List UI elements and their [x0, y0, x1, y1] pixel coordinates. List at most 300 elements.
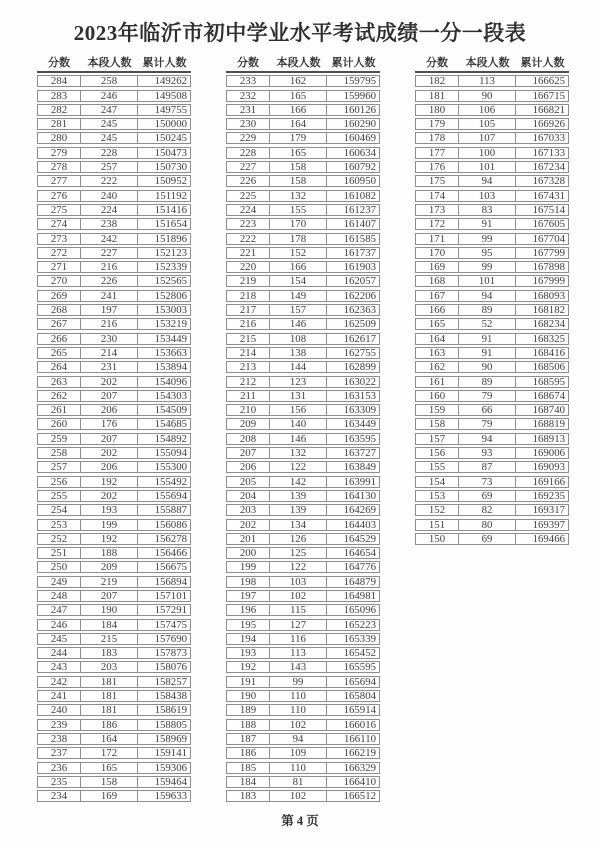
cumulative-count-cell: 163153	[327, 390, 380, 402]
segment-count-cell: 176	[81, 418, 138, 430]
table-row	[226, 275, 380, 287]
score-cell: 235	[37, 776, 81, 788]
score-cell: 262	[37, 390, 81, 402]
cumulative-count-cell: 167133	[516, 147, 569, 159]
score-cell: 234	[37, 790, 81, 802]
segment-count-cell: 166	[270, 261, 327, 273]
score-cell: 150	[415, 533, 459, 545]
cumulative-count-cell: 157101	[138, 590, 191, 602]
score-cell: 264	[37, 361, 81, 373]
score-cell: 226	[226, 175, 270, 187]
table-row	[37, 533, 191, 545]
table-row	[226, 218, 380, 230]
segment-count-cell: 164	[81, 733, 138, 745]
table-row	[226, 290, 380, 302]
cumulative-count-cell: 164879	[327, 576, 380, 588]
score-cell: 276	[37, 190, 81, 202]
segment-count-cell: 172	[81, 747, 138, 759]
table-row	[415, 376, 569, 388]
segment-count-cell: 206	[81, 461, 138, 473]
score-cell: 210	[226, 404, 270, 416]
segment-count-cell: 258	[81, 75, 138, 87]
segment-count-cell: 103	[459, 190, 516, 202]
score-cell: 274	[37, 218, 81, 230]
cumulative-count-cell: 158076	[138, 661, 191, 673]
segment-count-cell: 132	[270, 190, 327, 202]
score-cell: 217	[226, 304, 270, 316]
cumulative-count-cell: 166410	[327, 776, 380, 788]
table-row	[415, 132, 569, 144]
segment-count-cell: 156	[270, 404, 327, 416]
segment-count-cell: 69	[459, 490, 516, 502]
score-cell: 232	[226, 90, 270, 102]
cumulative-count-cell: 169317	[516, 504, 569, 516]
cumulative-count-cell: 150245	[138, 132, 191, 144]
segment-count-cell: 181	[81, 704, 138, 716]
cumulative-count-cell: 165804	[327, 690, 380, 702]
cumulative-count-cell: 158257	[138, 676, 191, 688]
segment-count-cell: 126	[270, 533, 327, 545]
table-row	[37, 447, 191, 459]
table-row	[37, 418, 191, 430]
score-cell: 218	[226, 290, 270, 302]
cumulative-count-cell: 169235	[516, 490, 569, 502]
table-row	[415, 361, 569, 373]
table-row	[226, 433, 380, 445]
segment-count-cell: 83	[459, 204, 516, 216]
score-cell: 197	[226, 590, 270, 602]
score-cell: 209	[226, 418, 270, 430]
cumulative-count-cell: 152565	[138, 275, 191, 287]
cumulative-count-cell: 168740	[516, 404, 569, 416]
table-row	[226, 418, 380, 430]
score-cell: 236	[37, 762, 81, 774]
cumulative-count-cell: 159141	[138, 747, 191, 759]
table-row	[37, 590, 191, 602]
score-cell: 254	[37, 504, 81, 516]
segment-count-cell: 207	[81, 433, 138, 445]
table-row	[415, 118, 569, 130]
table-header-row	[415, 57, 569, 73]
score-cell: 275	[37, 204, 81, 216]
score-cell: 189	[226, 704, 270, 716]
segment-count-cell: 238	[81, 218, 138, 230]
score-cell: 279	[37, 147, 81, 159]
table-row	[226, 90, 380, 102]
segment-count-column-header: 本段人数	[87, 57, 132, 69]
score-cell: 248	[37, 590, 81, 602]
cumulative-count-cell: 168093	[516, 290, 569, 302]
cumulative-count-cell: 166329	[327, 762, 380, 774]
table-row	[226, 161, 380, 173]
cumulative-count-cell: 166625	[516, 75, 569, 87]
segment-count-cell: 99	[270, 676, 327, 688]
cumulative-count-cell: 153003	[138, 304, 191, 316]
segment-count-cell: 181	[81, 676, 138, 688]
table-row	[37, 661, 191, 673]
segment-count-cell: 90	[459, 361, 516, 373]
table-row	[415, 433, 569, 445]
segment-count-cell: 87	[459, 461, 516, 473]
score-cell: 208	[226, 433, 270, 445]
cumulative-count-cell: 158969	[138, 733, 191, 745]
score-cell: 180	[415, 104, 459, 116]
segment-count-cell: 207	[81, 390, 138, 402]
segment-count-cell: 131	[270, 390, 327, 402]
page-number: 第 4 页	[281, 814, 319, 828]
cumulative-count-cell: 169006	[516, 447, 569, 459]
segment-count-cell: 134	[270, 519, 327, 531]
score-cell: 271	[37, 261, 81, 273]
segment-count-cell: 158	[270, 175, 327, 187]
table-row	[226, 147, 380, 159]
cumulative-count-cell: 168506	[516, 361, 569, 373]
segment-count-cell: 113	[270, 647, 327, 659]
segment-count-cell: 181	[81, 690, 138, 702]
cumulative-count-cell: 168595	[516, 376, 569, 388]
table-row	[226, 175, 380, 187]
cumulative-count-cell: 160126	[327, 104, 380, 116]
segment-count-cell: 179	[270, 132, 327, 144]
segment-count-cell: 202	[81, 447, 138, 459]
cumulative-count-cell: 151192	[138, 190, 191, 202]
table-row	[37, 104, 191, 116]
table-row	[226, 204, 380, 216]
score-cell: 229	[226, 132, 270, 144]
score-cell: 196	[226, 604, 270, 616]
score-cell: 157	[415, 433, 459, 445]
table-row	[226, 719, 380, 731]
cumulative-count-cell: 160634	[327, 147, 380, 159]
score-column-header: 分数	[48, 57, 70, 69]
segment-count-cell: 169	[81, 790, 138, 802]
segment-count-cell: 116	[270, 633, 327, 645]
cumulative-count-cell: 169466	[516, 533, 569, 545]
cumulative-count-cell: 154303	[138, 390, 191, 402]
table-row	[415, 476, 569, 488]
table-row	[37, 118, 191, 130]
table-row	[37, 347, 191, 359]
cumulative-count-cell: 158619	[138, 704, 191, 716]
table-row	[415, 533, 569, 545]
score-cell: 188	[226, 719, 270, 731]
table-row	[415, 161, 569, 173]
table-row	[37, 733, 191, 745]
segment-count-cell: 165	[270, 90, 327, 102]
cumulative-count-cell: 168416	[516, 347, 569, 359]
table-row	[226, 633, 380, 645]
cumulative-count-cell: 162509	[327, 318, 380, 330]
segment-count-cell: 99	[459, 233, 516, 245]
table-row	[37, 519, 191, 531]
score-cell: 281	[37, 118, 81, 130]
score-cell: 169	[415, 261, 459, 273]
cumulative-count-cell: 167431	[516, 190, 569, 202]
score-cell: 261	[37, 404, 81, 416]
table-row	[415, 233, 569, 245]
segment-count-cell: 158	[270, 161, 327, 173]
cumulative-count-cell: 149755	[138, 104, 191, 116]
score-cell: 266	[37, 333, 81, 345]
score-cell: 182	[415, 75, 459, 87]
table-row	[226, 233, 380, 245]
table-row	[226, 576, 380, 588]
score-cell: 231	[226, 104, 270, 116]
segment-count-cell: 102	[270, 719, 327, 731]
score-cell: 172	[415, 218, 459, 230]
score-cell: 230	[226, 118, 270, 130]
cumulative-count-column-header: 累计人数	[520, 57, 565, 69]
segment-count-cell: 102	[270, 590, 327, 602]
table-row	[37, 361, 191, 373]
cumulative-count-cell: 150473	[138, 147, 191, 159]
table-row	[226, 547, 380, 559]
table-row	[37, 647, 191, 659]
segment-count-cell: 66	[459, 404, 516, 416]
score-cell: 259	[37, 433, 81, 445]
table-row	[415, 390, 569, 402]
segment-count-cell: 95	[459, 247, 516, 259]
cumulative-count-cell: 162755	[327, 347, 380, 359]
cumulative-count-cell: 168182	[516, 304, 569, 316]
segment-count-cell: 154	[270, 275, 327, 287]
score-cell: 206	[226, 461, 270, 473]
table-row	[415, 261, 569, 273]
score-cell: 222	[226, 233, 270, 245]
score-cell: 207	[226, 447, 270, 459]
cumulative-count-cell: 167328	[516, 175, 569, 187]
table-row	[415, 519, 569, 531]
cumulative-count-cell: 160290	[327, 118, 380, 130]
table-row	[37, 161, 191, 173]
segment-count-cell: 110	[270, 690, 327, 702]
cumulative-count-cell: 153219	[138, 318, 191, 330]
segment-count-cell: 109	[270, 747, 327, 759]
cumulative-count-cell: 155094	[138, 447, 191, 459]
score-cell: 158	[415, 418, 459, 430]
segment-count-cell: 80	[459, 519, 516, 531]
cumulative-count-cell: 164130	[327, 490, 380, 502]
cumulative-count-cell: 166016	[327, 719, 380, 731]
table-row	[226, 561, 380, 573]
cumulative-count-cell: 168674	[516, 390, 569, 402]
cumulative-count-cell: 163449	[327, 418, 380, 430]
segment-count-cell: 165	[270, 147, 327, 159]
cumulative-count-column-header: 累计人数	[331, 57, 376, 69]
score-cell: 277	[37, 175, 81, 187]
cumulative-count-cell: 164529	[327, 533, 380, 545]
score-cell: 160	[415, 390, 459, 402]
score-cell: 185	[226, 762, 270, 774]
score-cell: 190	[226, 690, 270, 702]
cumulative-count-cell: 159633	[138, 790, 191, 802]
table-row	[37, 304, 191, 316]
score-cell: 192	[226, 661, 270, 673]
cumulative-count-cell: 169093	[516, 461, 569, 473]
score-cell: 272	[37, 247, 81, 259]
score-cell: 260	[37, 418, 81, 430]
segment-count-cell: 93	[459, 447, 516, 459]
score-cell: 212	[226, 376, 270, 388]
table-row	[37, 390, 191, 402]
table-row	[37, 619, 191, 631]
table-row	[226, 604, 380, 616]
segment-count-cell: 138	[270, 347, 327, 359]
table-row	[415, 75, 569, 87]
cumulative-count-cell: 166926	[516, 118, 569, 130]
table-row	[415, 490, 569, 502]
table-row	[226, 361, 380, 373]
cumulative-count-cell: 163849	[327, 461, 380, 473]
segment-count-cell: 102	[270, 790, 327, 802]
segment-count-cell: 90	[459, 90, 516, 102]
score-cell: 200	[226, 547, 270, 559]
segment-count-cell: 89	[459, 304, 516, 316]
table-row	[415, 461, 569, 473]
segment-count-cell: 245	[81, 118, 138, 130]
score-cell: 220	[226, 261, 270, 273]
cumulative-count-cell: 156086	[138, 519, 191, 531]
segment-count-cell: 143	[270, 661, 327, 673]
cumulative-count-cell: 168913	[516, 433, 569, 445]
segment-count-cell: 110	[270, 704, 327, 716]
table-row	[37, 762, 191, 774]
table-row	[37, 318, 191, 330]
table-row	[37, 218, 191, 230]
cumulative-count-cell: 164776	[327, 561, 380, 573]
cumulative-count-cell: 149262	[138, 75, 191, 87]
cumulative-count-cell: 165452	[327, 647, 380, 659]
table-row	[226, 647, 380, 659]
score-cell: 242	[37, 676, 81, 688]
score-cell: 166	[415, 304, 459, 316]
table-row	[226, 132, 380, 144]
score-cell: 161	[415, 376, 459, 388]
score-cell: 211	[226, 390, 270, 402]
segment-count-cell: 155	[270, 204, 327, 216]
cumulative-count-cell: 164403	[327, 519, 380, 531]
cumulative-count-cell: 159464	[138, 776, 191, 788]
segment-count-cell: 142	[270, 476, 327, 488]
score-cell: 181	[415, 90, 459, 102]
cumulative-count-cell: 157291	[138, 604, 191, 616]
segment-count-cell: 224	[81, 204, 138, 216]
cumulative-count-cell: 162057	[327, 275, 380, 287]
table-row	[226, 404, 380, 416]
cumulative-count-cell: 155300	[138, 461, 191, 473]
segment-count-cell: 140	[270, 418, 327, 430]
table-row	[226, 118, 380, 130]
score-cell: 265	[37, 347, 81, 359]
segment-count-cell: 101	[459, 161, 516, 173]
score-cell: 213	[226, 361, 270, 373]
cumulative-count-cell: 162363	[327, 304, 380, 316]
table-row	[415, 190, 569, 202]
segment-count-cell: 197	[81, 304, 138, 316]
score-cell: 198	[226, 576, 270, 588]
cumulative-count-cell: 153663	[138, 347, 191, 359]
cumulative-count-cell: 156466	[138, 547, 191, 559]
cumulative-count-cell: 161737	[327, 247, 380, 259]
segment-count-cell: 125	[270, 547, 327, 559]
cumulative-count-cell: 169397	[516, 519, 569, 531]
cumulative-count-cell: 150000	[138, 118, 191, 130]
segment-count-cell: 165	[81, 762, 138, 774]
score-cell: 201	[226, 533, 270, 545]
table-row	[37, 547, 191, 559]
score-tables	[37, 57, 569, 802]
score-cell: 165	[415, 318, 459, 330]
cumulative-count-cell: 165595	[327, 661, 380, 673]
table-row	[415, 504, 569, 516]
score-cell: 238	[37, 733, 81, 745]
segment-count-cell: 203	[81, 661, 138, 673]
table-row	[37, 290, 191, 302]
table-header-row	[37, 57, 191, 73]
table-row	[226, 304, 380, 316]
score-cell: 195	[226, 619, 270, 631]
segment-count-cell: 79	[459, 390, 516, 402]
table-row	[226, 190, 380, 202]
page-title: 2023年临沂市初中学业水平考试成绩一分一段表	[73, 21, 527, 45]
cumulative-count-cell: 168325	[516, 333, 569, 345]
score-cell: 204	[226, 490, 270, 502]
table-row	[37, 261, 191, 273]
cumulative-count-cell: 155694	[138, 490, 191, 502]
cumulative-count-cell: 164654	[327, 547, 380, 559]
cumulative-count-cell: 167234	[516, 161, 569, 173]
segment-count-cell: 89	[459, 376, 516, 388]
table-row	[37, 633, 191, 645]
table-row	[415, 347, 569, 359]
segment-count-cell: 242	[81, 233, 138, 245]
table-row	[37, 561, 191, 573]
cumulative-count-column-header: 累计人数	[142, 57, 187, 69]
segment-count-cell: 94	[459, 290, 516, 302]
cumulative-count-cell: 165223	[327, 619, 380, 631]
table-body	[37, 75, 191, 802]
score-cell: 255	[37, 490, 81, 502]
cumulative-count-cell: 166512	[327, 790, 380, 802]
score-cell: 249	[37, 576, 81, 588]
segment-count-cell: 91	[459, 218, 516, 230]
score-table-2	[226, 57, 380, 802]
score-table-1	[37, 57, 191, 802]
cumulative-count-cell: 165339	[327, 633, 380, 645]
segment-count-cell: 226	[81, 275, 138, 287]
table-row	[415, 290, 569, 302]
segment-count-cell: 202	[81, 490, 138, 502]
cumulative-count-cell: 152806	[138, 290, 191, 302]
cumulative-count-cell: 159306	[138, 762, 191, 774]
table-row	[37, 676, 191, 688]
cumulative-count-cell: 157475	[138, 619, 191, 631]
cumulative-count-cell: 163727	[327, 447, 380, 459]
table-row	[415, 318, 569, 330]
table-row	[226, 261, 380, 273]
table-row	[415, 404, 569, 416]
segment-count-cell: 216	[81, 318, 138, 330]
score-cell: 203	[226, 504, 270, 516]
segment-count-cell: 178	[270, 233, 327, 245]
cumulative-count-cell: 168819	[516, 418, 569, 430]
cumulative-count-cell: 155887	[138, 504, 191, 516]
table-row	[37, 776, 191, 788]
table-row	[226, 447, 380, 459]
segment-count-cell: 139	[270, 490, 327, 502]
segment-count-cell: 257	[81, 161, 138, 173]
score-cell: 164	[415, 333, 459, 345]
